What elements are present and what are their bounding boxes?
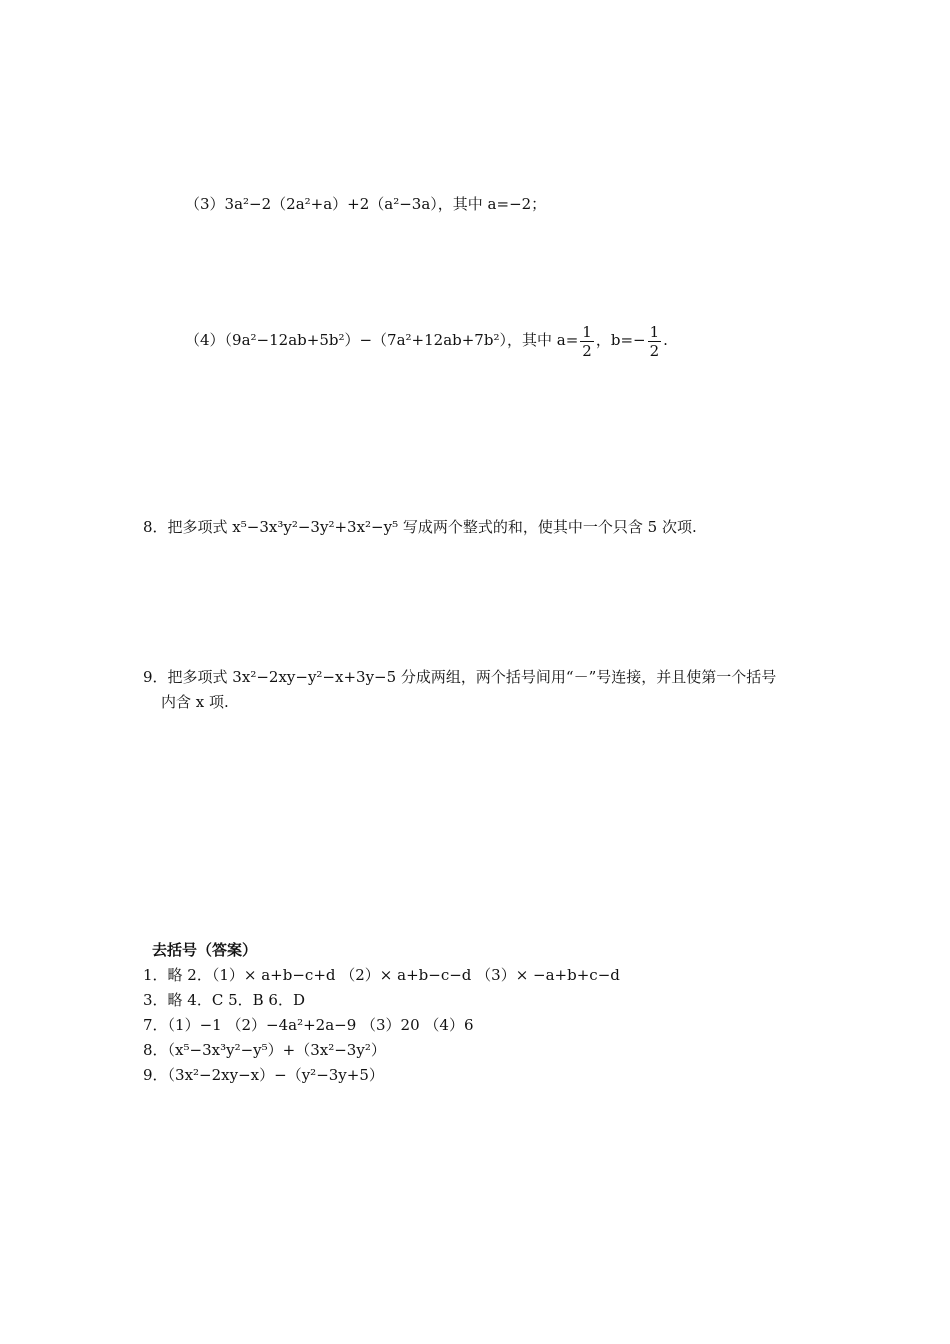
value-separator: ，	[595, 331, 611, 349]
answers-title-text: 去括号（答案）	[152, 941, 258, 959]
answer-row-5: 9．（3x²−2xy−x）−（y²−3y+5）	[143, 1066, 384, 1084]
answer-row	[143, 1040, 386, 1060]
fraction-denominator: 2	[582, 341, 592, 360]
question-9-line-1	[143, 667, 776, 687]
fraction-numerator: 1	[649, 322, 660, 341]
answer-row	[143, 990, 305, 1010]
fraction-numerator: 1	[582, 322, 592, 341]
answer-row-4: 8．（x⁵−3x³y²−y⁵）+（3x²−3y²）	[143, 1041, 386, 1059]
fraction-one-half-b	[648, 323, 662, 360]
fraction-denominator: 2	[649, 341, 660, 360]
question-9-line-2	[161, 692, 229, 712]
answers-title	[152, 940, 257, 960]
fraction-one-half-a	[580, 323, 594, 360]
a-value-prefix: a=	[556, 331, 579, 349]
question-9-text-1: 9．把多项式 3x²−2xy−y²−x+3y−5 分成两组，两个括号间用“－”号连接，并且使第一个括号	[143, 668, 777, 686]
b-value-prefix: b=−	[610, 331, 646, 349]
problem-4-label: （4）	[185, 331, 225, 349]
answer-row	[143, 1065, 384, 1085]
problem-3-text: （3）	[185, 195, 225, 213]
question-9-text-2: 内含 x 项.	[161, 693, 229, 711]
question-8-text: 8．把多项式 x⁵−3x³y²−3y²+3x²−y⁵ 写成两个整式的和，使其中一个只含 5 次项.	[143, 518, 697, 536]
answer-row	[143, 1015, 474, 1035]
answer-row-3: 7．（1）−1 （2）−4a²+2a−9 （3）20 （4）6	[143, 1016, 474, 1034]
problem-3-expression: 3a²−2（2a²+a）+2（a²−3a），其中 a=−2；	[224, 195, 547, 213]
answer-row	[143, 965, 620, 985]
answer-row-1: 1．略 2．（1）× a+b−c+d （2）× a+b−c−d （3）× −a+b+c−d	[143, 966, 620, 984]
question-8	[143, 517, 697, 537]
problem-4-expression: （9a²−12ab+5b²）−（7a²+12ab+7b²），其中	[224, 331, 552, 349]
problem-3	[185, 194, 546, 214]
answer-row-2: 3．略 4．C 5．B 6．D	[143, 991, 306, 1009]
problem-4	[185, 320, 668, 360]
problem-4-end: .	[663, 331, 668, 349]
